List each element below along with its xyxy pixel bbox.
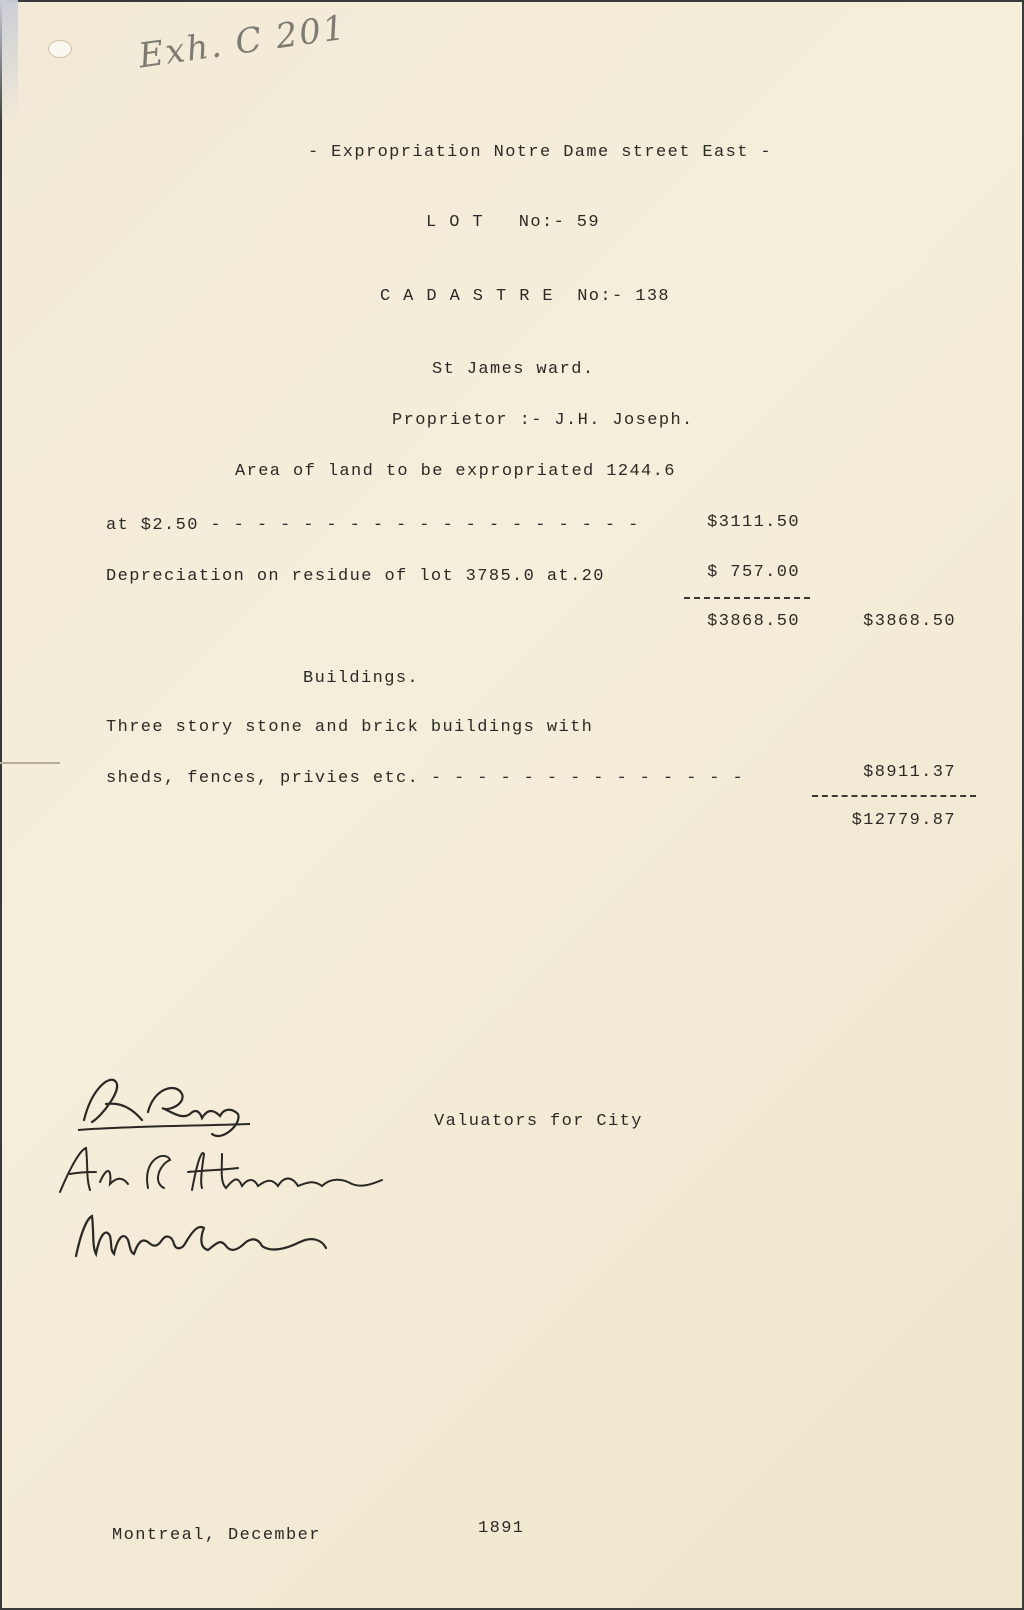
punch-hole: [48, 40, 72, 58]
page-edge-left: [0, 0, 2, 1610]
buildings-heading: Buildings.: [303, 669, 420, 688]
proprietor-line: Proprietor :- J.H. Joseph.: [392, 411, 694, 430]
lot-number: L O T No:- 59: [425, 213, 601, 232]
page-corner-shadow: [0, 0, 18, 120]
valuators-label: Valuators for City: [434, 1112, 643, 1131]
buildings-amount: $8911.37: [863, 763, 956, 782]
footer-year: 1891: [478, 1519, 525, 1538]
buildings-description-1: Three story stone and brick buildings with: [106, 718, 594, 737]
cadastre-number: C A D A S T R E No:- 138: [379, 287, 671, 306]
page-edge-top: [0, 0, 1024, 2]
signature-1-mark: [72, 1068, 262, 1148]
area-line: Area of land to be expropriated 1244.6: [235, 462, 676, 481]
land-rate-label: at $2.50 - - - - - - - - - - - - - - - - - - -: [106, 516, 640, 535]
land-subtotal: $3868.50: [707, 612, 800, 631]
fold-mark: [0, 762, 60, 764]
handwritten-annotation: Exh. C 201: [136, 7, 349, 77]
land-subtotal-carried: $3868.50: [863, 612, 956, 631]
footer-place-month: Montreal, December: [112, 1526, 321, 1545]
signature-1: [72, 1068, 262, 1148]
document-title: - Expropriation Notre Dame street East -: [307, 143, 773, 162]
buildings-description-2: sheds, fences, privies etc. - - - - - - - - - - - - - -: [106, 769, 745, 788]
land-rate-amount: $3111.50: [707, 513, 800, 532]
ward-name: St James ward.: [432, 360, 595, 379]
depreciation-label: Depreciation on residue of lot 3785.0 at.20: [106, 567, 605, 586]
signature-3: [64, 1198, 344, 1278]
signature-3-mark: [64, 1198, 344, 1278]
subtotal-rule: [684, 597, 810, 599]
total-rule: [812, 795, 976, 797]
depreciation-amount: $ 757.00: [707, 563, 800, 582]
grand-total: $12779.87: [851, 811, 956, 830]
